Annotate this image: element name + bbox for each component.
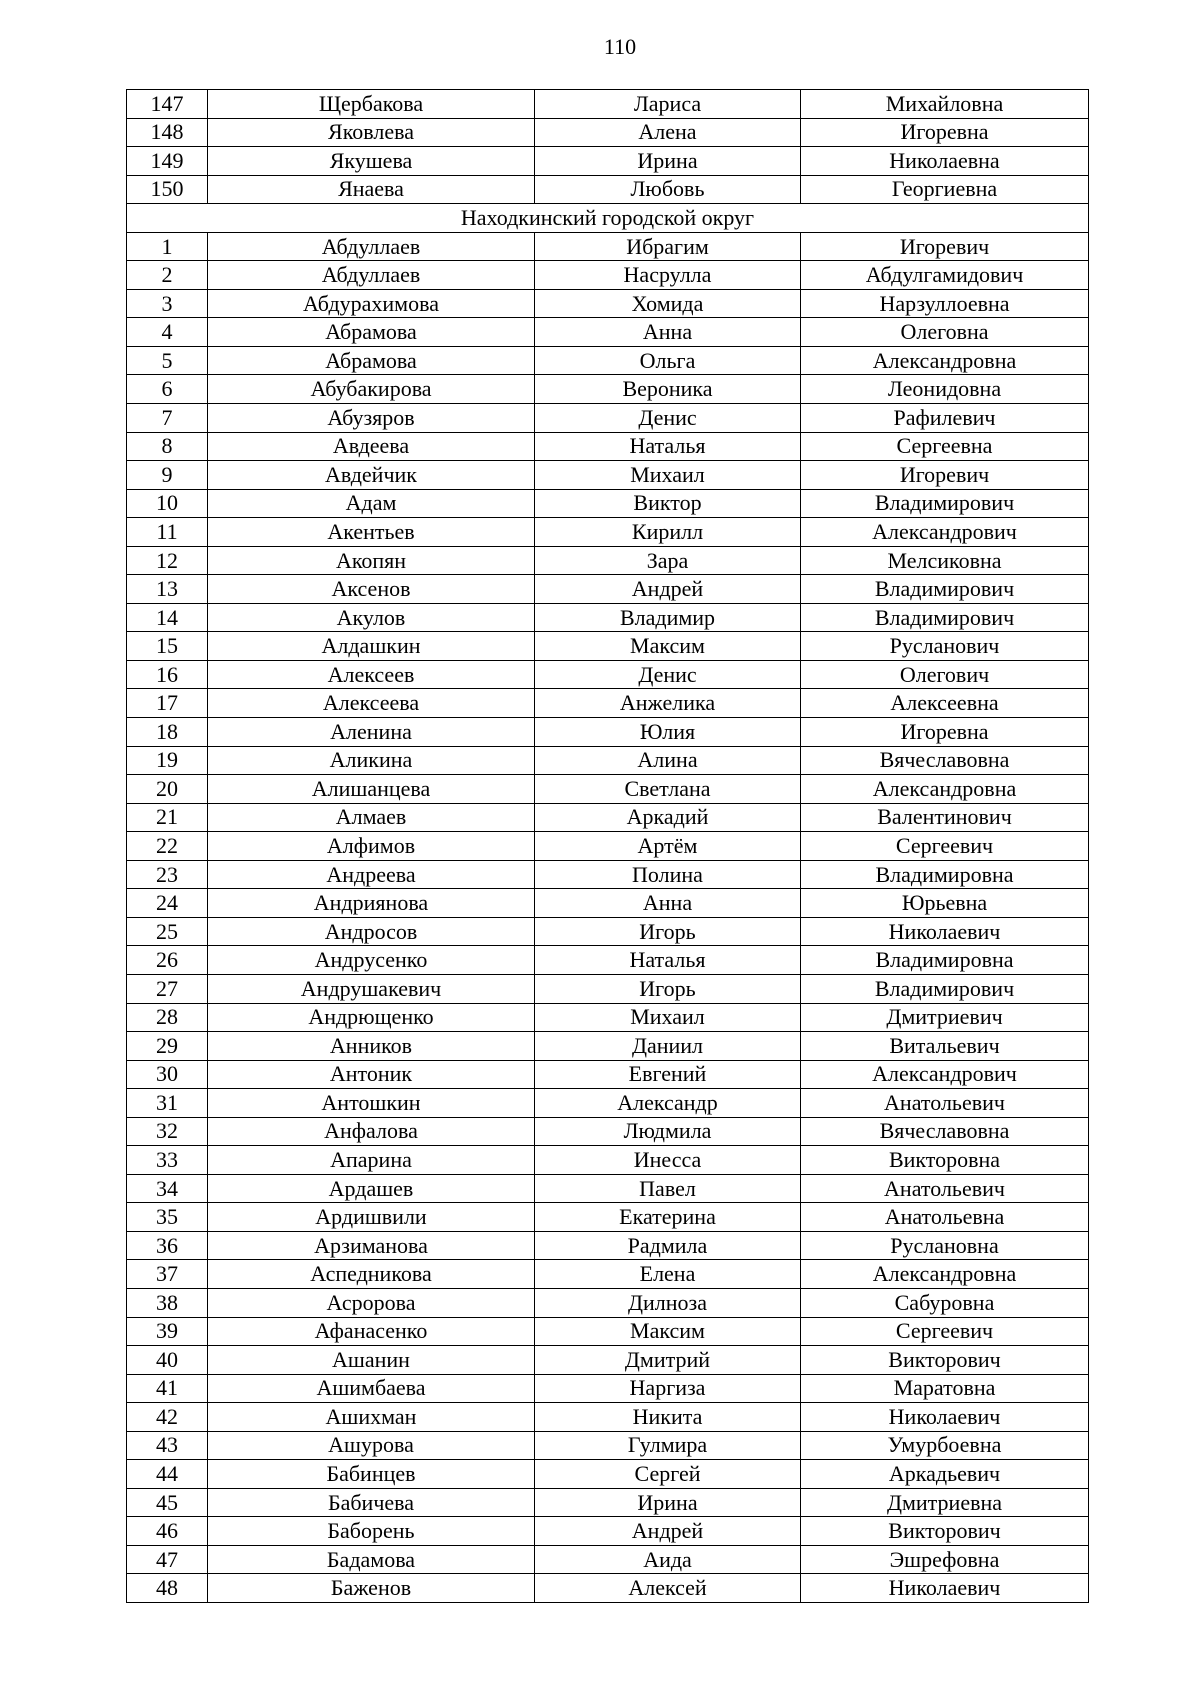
first-name-cell: Наталья [535, 946, 801, 975]
patronymic-cell: Игоревич [801, 232, 1089, 261]
patronymic-cell: Николаевич [801, 1403, 1089, 1432]
row-number-cell: 13 [127, 575, 208, 604]
first-name-cell: Виктор [535, 489, 801, 518]
last-name-cell: Абдуллаев [208, 261, 535, 290]
row-number-cell: 12 [127, 546, 208, 575]
patronymic-cell: Абдулгамидович [801, 261, 1089, 290]
table-row [127, 232, 1089, 261]
first-name-cell: Андрей [535, 575, 801, 604]
patronymic-cell: Николаевич [801, 1574, 1089, 1603]
patronymic-cell: Валентинович [801, 803, 1089, 832]
table-row [127, 461, 1089, 490]
table-row [127, 1460, 1089, 1489]
patronymic-cell: Владимирович [801, 603, 1089, 632]
last-name-cell: Абрамова [208, 318, 535, 347]
patronymic-cell: Маратовна [801, 1374, 1089, 1403]
patronymic-cell: Рафилевич [801, 404, 1089, 433]
patronymic-cell: Викторович [801, 1517, 1089, 1546]
patronymic-cell: Леонидовна [801, 375, 1089, 404]
table-row [127, 974, 1089, 1003]
names-table [126, 89, 1089, 1603]
row-number-cell: 8 [127, 432, 208, 461]
patronymic-cell: Сергеевна [801, 432, 1089, 461]
last-name-cell: Алексеева [208, 689, 535, 718]
patronymic-cell: Михайловна [801, 90, 1089, 119]
patronymic-cell: Владимирович [801, 575, 1089, 604]
table-row [127, 518, 1089, 547]
last-name-cell: Андрющенко [208, 1003, 535, 1032]
table-row [127, 1089, 1089, 1118]
last-name-cell: Антошкин [208, 1089, 535, 1118]
row-number-cell: 21 [127, 803, 208, 832]
last-name-cell: Абдуллаев [208, 232, 535, 261]
row-number-cell: 43 [127, 1431, 208, 1460]
last-name-cell: Акопян [208, 546, 535, 575]
last-name-cell: Абузяров [208, 404, 535, 433]
first-name-cell: Анна [535, 318, 801, 347]
first-name-cell: Максим [535, 1317, 801, 1346]
last-name-cell: Аленина [208, 718, 535, 747]
table-row [127, 147, 1089, 176]
table-row [127, 289, 1089, 318]
last-name-cell: Якушева [208, 147, 535, 176]
last-name-cell: Андриянова [208, 889, 535, 918]
first-name-cell: Зара [535, 546, 801, 575]
section-title: Находкинский городской округ [127, 204, 1089, 233]
first-name-cell: Александр [535, 1089, 801, 1118]
table-row [127, 917, 1089, 946]
table-row [127, 946, 1089, 975]
last-name-cell: Ашихман [208, 1403, 535, 1432]
last-name-cell: Яковлева [208, 118, 535, 147]
first-name-cell: Светлана [535, 775, 801, 804]
table-row [127, 575, 1089, 604]
row-number-cell: 33 [127, 1146, 208, 1175]
row-number-cell: 14 [127, 603, 208, 632]
first-name-cell: Максим [535, 632, 801, 661]
row-number-cell: 24 [127, 889, 208, 918]
row-number-cell: 1 [127, 232, 208, 261]
patronymic-cell: Вячеславовна [801, 1117, 1089, 1146]
last-name-cell: Ардашев [208, 1174, 535, 1203]
table-row [127, 1231, 1089, 1260]
table-row [127, 746, 1089, 775]
last-name-cell: Баженов [208, 1574, 535, 1603]
patronymic-cell: Эшрефовна [801, 1545, 1089, 1574]
first-name-cell: Даниил [535, 1032, 801, 1061]
patronymic-cell: Владимировна [801, 860, 1089, 889]
row-number-cell: 28 [127, 1003, 208, 1032]
patronymic-cell: Викторович [801, 1346, 1089, 1375]
first-name-cell: Артём [535, 832, 801, 861]
row-number-cell: 19 [127, 746, 208, 775]
table-row [127, 803, 1089, 832]
row-number-cell: 40 [127, 1346, 208, 1375]
last-name-cell: Щербакова [208, 90, 535, 119]
first-name-cell: Павел [535, 1174, 801, 1203]
last-name-cell: Акентьев [208, 518, 535, 547]
last-name-cell: Анфалова [208, 1117, 535, 1146]
last-name-cell: Алфимов [208, 832, 535, 861]
patronymic-cell: Игоревна [801, 118, 1089, 147]
patronymic-cell: Мелсиковна [801, 546, 1089, 575]
patronymic-cell: Руслановна [801, 1231, 1089, 1260]
row-number-cell: 10 [127, 489, 208, 518]
row-number-cell: 37 [127, 1260, 208, 1289]
row-number-cell: 149 [127, 147, 208, 176]
first-name-cell: Никита [535, 1403, 801, 1432]
table-row [127, 489, 1089, 518]
patronymic-cell: Игоревич [801, 461, 1089, 490]
first-name-cell: Дилноза [535, 1288, 801, 1317]
row-number-cell: 46 [127, 1517, 208, 1546]
first-name-cell: Инесса [535, 1146, 801, 1175]
table-row [127, 1117, 1089, 1146]
patronymic-cell: Александровна [801, 1260, 1089, 1289]
table-row [127, 318, 1089, 347]
row-number-cell: 4 [127, 318, 208, 347]
table-row [127, 118, 1089, 147]
last-name-cell: Ашанин [208, 1346, 535, 1375]
last-name-cell: Афанасенко [208, 1317, 535, 1346]
first-name-cell: Денис [535, 404, 801, 433]
table-row [127, 632, 1089, 661]
patronymic-cell: Юрьевна [801, 889, 1089, 918]
first-name-cell: Ольга [535, 346, 801, 375]
last-name-cell: Бадамова [208, 1545, 535, 1574]
patronymic-cell: Дмитриевич [801, 1003, 1089, 1032]
last-name-cell: Андрушакевич [208, 974, 535, 1003]
row-number-cell: 48 [127, 1574, 208, 1603]
first-name-cell: Игорь [535, 974, 801, 1003]
last-name-cell: Бабинцев [208, 1460, 535, 1489]
first-name-cell: Ибрагим [535, 232, 801, 261]
table-row [127, 603, 1089, 632]
row-number-cell: 22 [127, 832, 208, 861]
table-row [127, 775, 1089, 804]
table-row [127, 1517, 1089, 1546]
patronymic-cell: Николаевич [801, 917, 1089, 946]
last-name-cell: Асророва [208, 1288, 535, 1317]
patronymic-cell: Игоревна [801, 718, 1089, 747]
table-row [127, 175, 1089, 204]
patronymic-cell: Владимирович [801, 489, 1089, 518]
last-name-cell: Антоник [208, 1060, 535, 1089]
patronymic-cell: Сергеевич [801, 832, 1089, 861]
last-name-cell: Абрамова [208, 346, 535, 375]
patronymic-cell: Викторовна [801, 1146, 1089, 1175]
table-row [127, 832, 1089, 861]
last-name-cell: Алишанцева [208, 775, 535, 804]
row-number-cell: 31 [127, 1089, 208, 1118]
row-number-cell: 5 [127, 346, 208, 375]
row-number-cell: 2 [127, 261, 208, 290]
table-row [127, 404, 1089, 433]
table-row [127, 1431, 1089, 1460]
first-name-cell: Людмила [535, 1117, 801, 1146]
table-row [127, 1146, 1089, 1175]
first-name-cell: Владимир [535, 603, 801, 632]
last-name-cell: Ашурова [208, 1431, 535, 1460]
row-number-cell: 32 [127, 1117, 208, 1146]
first-name-cell: Аркадий [535, 803, 801, 832]
row-number-cell: 30 [127, 1060, 208, 1089]
last-name-cell: Алексеев [208, 660, 535, 689]
first-name-cell: Ирина [535, 147, 801, 176]
row-number-cell: 20 [127, 775, 208, 804]
first-name-cell: Полина [535, 860, 801, 889]
first-name-cell: Лариса [535, 90, 801, 119]
row-number-cell: 150 [127, 175, 208, 204]
first-name-cell: Юлия [535, 718, 801, 747]
table-row [127, 660, 1089, 689]
patronymic-cell: Александрович [801, 1060, 1089, 1089]
last-name-cell: Алмаев [208, 803, 535, 832]
first-name-cell: Екатерина [535, 1203, 801, 1232]
row-number-cell: 148 [127, 118, 208, 147]
first-name-cell: Михаил [535, 1003, 801, 1032]
first-name-cell: Игорь [535, 917, 801, 946]
patronymic-cell: Георгиевна [801, 175, 1089, 204]
last-name-cell: Абубакирова [208, 375, 535, 404]
table-row [127, 718, 1089, 747]
last-name-cell: Ардишвили [208, 1203, 535, 1232]
row-number-cell: 15 [127, 632, 208, 661]
patronymic-cell: Владимирович [801, 974, 1089, 1003]
last-name-cell: Анников [208, 1032, 535, 1061]
page-number: 110 [603, 34, 637, 59]
patronymic-cell: Алексеевна [801, 689, 1089, 718]
table-row [127, 1574, 1089, 1603]
first-name-cell: Андрей [535, 1517, 801, 1546]
first-name-cell: Насрулла [535, 261, 801, 290]
row-number-cell: 3 [127, 289, 208, 318]
row-number-cell: 26 [127, 946, 208, 975]
names-table-body [127, 90, 1089, 1603]
row-number-cell: 39 [127, 1317, 208, 1346]
row-number-cell: 36 [127, 1231, 208, 1260]
table-row [127, 1174, 1089, 1203]
table-row [127, 375, 1089, 404]
patronymic-cell: Анатольевна [801, 1203, 1089, 1232]
table-row [127, 1317, 1089, 1346]
row-number-cell: 18 [127, 718, 208, 747]
patronymic-cell: Русланович [801, 632, 1089, 661]
patronymic-cell: Александровна [801, 775, 1089, 804]
table-row [127, 889, 1089, 918]
patronymic-cell: Вячеславовна [801, 746, 1089, 775]
table-row [127, 1288, 1089, 1317]
last-name-cell: Аликина [208, 746, 535, 775]
first-name-cell: Аида [535, 1545, 801, 1574]
last-name-cell: Андрусенко [208, 946, 535, 975]
row-number-cell: 25 [127, 917, 208, 946]
first-name-cell: Гулмира [535, 1431, 801, 1460]
first-name-cell: Радмила [535, 1231, 801, 1260]
first-name-cell: Алексей [535, 1574, 801, 1603]
row-number-cell: 47 [127, 1545, 208, 1574]
first-name-cell: Вероника [535, 375, 801, 404]
first-name-cell: Евгений [535, 1060, 801, 1089]
row-number-cell: 16 [127, 660, 208, 689]
row-number-cell: 41 [127, 1374, 208, 1403]
last-name-cell: Адам [208, 489, 535, 518]
patronymic-cell: Александровна [801, 346, 1089, 375]
row-number-cell: 35 [127, 1203, 208, 1232]
table-row [127, 689, 1089, 718]
last-name-cell: Бабичева [208, 1488, 535, 1517]
row-number-cell: 29 [127, 1032, 208, 1061]
first-name-cell: Анна [535, 889, 801, 918]
table-row [127, 1403, 1089, 1432]
first-name-cell: Денис [535, 660, 801, 689]
table-row [127, 1003, 1089, 1032]
last-name-cell: Алдашкин [208, 632, 535, 661]
table-row [127, 1488, 1089, 1517]
patronymic-cell: Сергеевич [801, 1317, 1089, 1346]
table-row [127, 546, 1089, 575]
section-header-row [127, 204, 1089, 233]
first-name-cell: Кирилл [535, 518, 801, 547]
row-number-cell: 23 [127, 860, 208, 889]
first-name-cell: Алина [535, 746, 801, 775]
patronymic-cell: Сабуровна [801, 1288, 1089, 1317]
last-name-cell: Баборень [208, 1517, 535, 1546]
last-name-cell: Абдурахимова [208, 289, 535, 318]
table-row [127, 1545, 1089, 1574]
last-name-cell: Андреева [208, 860, 535, 889]
patronymic-cell: Александрович [801, 518, 1089, 547]
table-row [127, 1374, 1089, 1403]
row-number-cell: 147 [127, 90, 208, 119]
last-name-cell: Авдеева [208, 432, 535, 461]
row-number-cell: 45 [127, 1488, 208, 1517]
row-number-cell: 17 [127, 689, 208, 718]
first-name-cell: Хомида [535, 289, 801, 318]
first-name-cell: Елена [535, 1260, 801, 1289]
patronymic-cell: Аркадьевич [801, 1460, 1089, 1489]
row-number-cell: 7 [127, 404, 208, 433]
patronymic-cell: Олеговна [801, 318, 1089, 347]
last-name-cell: Ашимбаева [208, 1374, 535, 1403]
patronymic-cell: Анатольевич [801, 1089, 1089, 1118]
patronymic-cell: Нарзуллоевна [801, 289, 1089, 318]
last-name-cell: Авдейчик [208, 461, 535, 490]
first-name-cell: Дмитрий [535, 1346, 801, 1375]
table-row [127, 432, 1089, 461]
first-name-cell: Михаил [535, 461, 801, 490]
patronymic-cell: Олегович [801, 660, 1089, 689]
patronymic-cell: Дмитриевна [801, 1488, 1089, 1517]
last-name-cell: Янаева [208, 175, 535, 204]
patronymic-cell: Анатольевич [801, 1174, 1089, 1203]
last-name-cell: Аксенов [208, 575, 535, 604]
table-row [127, 860, 1089, 889]
last-name-cell: Андросов [208, 917, 535, 946]
first-name-cell: Ирина [535, 1488, 801, 1517]
first-name-cell: Наталья [535, 432, 801, 461]
table-row [127, 1203, 1089, 1232]
first-name-cell: Сергей [535, 1460, 801, 1489]
row-number-cell: 6 [127, 375, 208, 404]
table-row [127, 261, 1089, 290]
row-number-cell: 11 [127, 518, 208, 547]
row-number-cell: 34 [127, 1174, 208, 1203]
patronymic-cell: Николаевна [801, 147, 1089, 176]
last-name-cell: Апарина [208, 1146, 535, 1175]
first-name-cell: Алена [535, 118, 801, 147]
row-number-cell: 38 [127, 1288, 208, 1317]
last-name-cell: Акулов [208, 603, 535, 632]
last-name-cell: Арзиманова [208, 1231, 535, 1260]
table-row [127, 1032, 1089, 1061]
first-name-cell: Наргиза [535, 1374, 801, 1403]
table-row [127, 1346, 1089, 1375]
first-name-cell: Любовь [535, 175, 801, 204]
table-row [127, 90, 1089, 119]
table-row [127, 1060, 1089, 1089]
row-number-cell: 9 [127, 461, 208, 490]
row-number-cell: 27 [127, 974, 208, 1003]
patronymic-cell: Владимировна [801, 946, 1089, 975]
table-row [127, 346, 1089, 375]
row-number-cell: 44 [127, 1460, 208, 1489]
row-number-cell: 42 [127, 1403, 208, 1432]
table-row [127, 1260, 1089, 1289]
last-name-cell: Аспедникова [208, 1260, 535, 1289]
first-name-cell: Анжелика [535, 689, 801, 718]
patronymic-cell: Витальевич [801, 1032, 1089, 1061]
patronymic-cell: Умурбоевна [801, 1431, 1089, 1460]
